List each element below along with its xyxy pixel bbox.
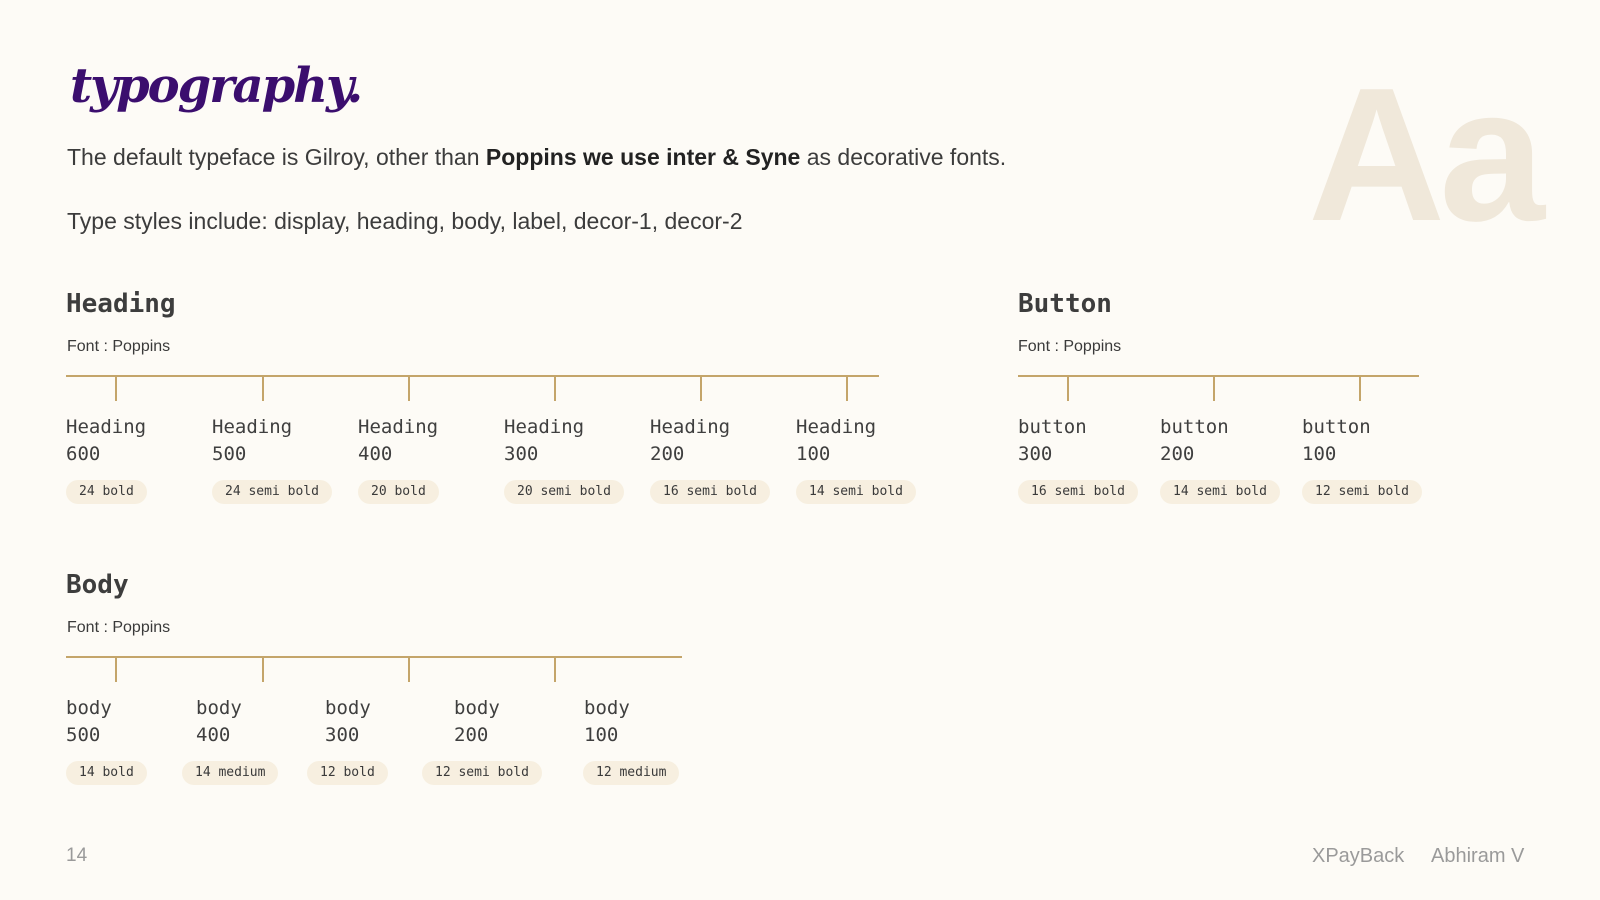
footer-brand: XPayBack [1312,845,1405,867]
body-style-100 [584,695,630,749]
body-spec-badge: 12 bold [307,761,388,785]
style-name: Heading [66,416,147,438]
button-tick [1213,377,1215,401]
heading-spec-badge: 16 semi bold [650,480,770,504]
button-tick [1067,377,1069,401]
style-name: Heading [212,416,293,438]
footer-author: Abhiram V [1431,845,1525,867]
body-spec-badge: 12 semi bold [422,761,542,785]
body-section-font: Font : Poppins [67,619,171,636]
body-style-500 [66,695,112,749]
style-weight: 100 [796,443,831,465]
style-name: Heading [504,416,585,438]
style-name: Heading [650,416,731,438]
page-title: typography. [70,58,362,114]
body-tick [408,658,410,682]
button-style-300 [1018,414,1087,468]
body-spec-badge: 12 medium [583,761,679,785]
heading-section-rule [66,375,879,377]
button-spec-badge: 12 semi bold [1302,480,1422,504]
body-style-300 [325,695,371,749]
style-weight: 200 [454,724,489,746]
button-tick [1359,377,1361,401]
page-number: 14 [66,845,88,866]
style-weight: 400 [358,443,393,465]
button-section-font: Font : Poppins [1018,338,1122,355]
body-style-400 [196,695,242,749]
style-weight: 300 [504,443,539,465]
heading-tick [846,377,848,401]
heading-style-300 [504,414,584,468]
style-name: body [325,697,371,719]
style-name: body [196,697,242,719]
heading-tick [262,377,264,401]
intro-text-start: The default typeface is Gilroy, other than [67,144,486,170]
type-styles-text: Type styles include: display, heading, body, label, decor-1, decor-2 [67,208,743,234]
style-weight: 400 [196,724,231,746]
heading-tick [700,377,702,401]
heading-style-100 [796,414,876,468]
heading-style-500 [212,414,292,468]
heading-style-400 [358,414,438,468]
button-spec-badge: 14 semi bold [1160,480,1280,504]
body-style-200 [454,695,500,749]
button-style-100 [1302,414,1371,468]
heading-spec-badge: 20 bold [358,480,439,504]
button-section-title: Button [1018,289,1112,319]
style-weight: 500 [66,724,101,746]
heading-style-600 [66,414,146,468]
heading-spec-badge: 24 semi bold [212,480,332,504]
style-name: body [584,697,630,719]
style-weight: 100 [584,724,619,746]
style-weight: 300 [1018,443,1053,465]
body-tick [115,658,117,682]
style-weight: 100 [1302,443,1337,465]
button-style-200 [1160,414,1229,468]
body-section-rule [66,656,682,658]
style-name: button [1160,416,1229,438]
button-spec-badge: 16 semi bold [1018,480,1138,504]
style-name: Heading [358,416,439,438]
style-name: body [66,697,112,719]
intro-text [67,144,1006,171]
style-name: body [454,697,500,719]
style-weight: 200 [650,443,685,465]
heading-section-font: Font : Poppins [67,338,171,355]
style-weight: 300 [325,724,360,746]
style-name: button [1302,416,1371,438]
heading-spec-badge: 14 semi bold [796,480,916,504]
body-section-title: Body [66,570,129,600]
heading-tick [115,377,117,401]
intro-text-bold: Poppins we use inter & Syne [485,144,801,170]
style-weight: 600 [66,443,101,465]
heading-section-title: Heading [66,289,176,319]
heading-style-200 [650,414,730,468]
body-spec-badge: 14 medium [182,761,278,785]
style-weight: 500 [212,443,247,465]
heading-spec-badge: 24 bold [66,480,147,504]
body-tick [554,658,556,682]
heading-tick [408,377,410,401]
body-spec-badge: 14 bold [66,761,147,785]
heading-tick [554,377,556,401]
style-name: Heading [796,416,877,438]
heading-spec-badge: 20 semi bold [504,480,624,504]
style-weight: 200 [1160,443,1195,465]
body-tick [262,658,264,682]
hero-glyph: Aa [1308,49,1539,261]
intro-text-end: as decorative fonts. [800,144,1007,170]
style-name: button [1018,416,1087,438]
